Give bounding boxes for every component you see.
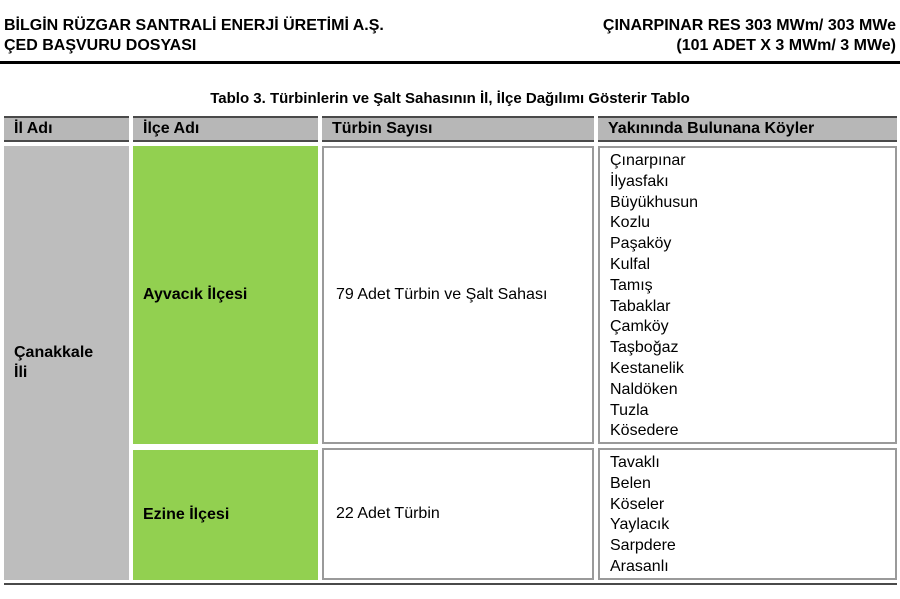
list-item: Köseler (610, 495, 665, 513)
document-type: ÇED BAŞVURU DOSYASI (4, 37, 197, 54)
list-item: Çamköy (610, 318, 669, 336)
list-item: Tabaklar (610, 297, 671, 315)
company-name: BİLGİN RÜZGAR SANTRALİ ENERJİ ÜRETİMİ A.Ş. (4, 17, 384, 34)
company-block (4, 16, 384, 56)
list-item: İlyasfakı (610, 172, 669, 190)
list-item: Taşboğaz (610, 339, 679, 357)
list-item: Yaylacık (610, 516, 670, 534)
ilce-cell-ezine: Ezine İlçesi (133, 450, 318, 580)
list-item: Kösedere (610, 422, 679, 440)
koyler-cell-ayvacik (598, 146, 897, 444)
list-item: Tuzla (610, 401, 649, 419)
project-capacity: (101 ADET X 3 MWm/ 3 MWe) (676, 37, 896, 54)
il-suffix: İli (14, 364, 28, 381)
project-block (603, 16, 896, 56)
list-item: Büyükhusun (610, 193, 699, 211)
ilce-cell-ayvacik: Ayvacık İlçesi (133, 146, 318, 444)
list-item: Belen (610, 474, 651, 492)
table-bottom-rule (4, 583, 897, 585)
list-item: Kozlu (610, 214, 651, 232)
column-header-il: İl Adı (4, 116, 129, 142)
list-item: Sarpdere (610, 537, 676, 555)
il-name: Çanakkale (14, 344, 94, 361)
column-header-ilce: İlçe Adı (133, 116, 318, 142)
header-rule (0, 61, 900, 64)
list-item: Kulfal (610, 255, 651, 273)
list-item: Naldöken (610, 380, 678, 398)
list-item: Arasanlı (610, 557, 669, 575)
turbin-cell-ayvacik: 79 Adet Türbin ve Şalt Sahası (322, 146, 594, 444)
turbin-cell-ezine: 22 Adet Türbin (322, 448, 594, 580)
column-header-turbin: Türbin Sayısı (322, 116, 594, 142)
document-header (0, 0, 900, 66)
column-header-koyler: Yakınında Bulunana Köyler (598, 116, 897, 142)
list-item: Tavaklı (610, 454, 660, 471)
table-caption: Tablo 3. Türbinlerin ve Şalt Sahasının İl, İlçe Dağılımı Gösterir Tablo (210, 90, 690, 107)
list-item: Tamış (610, 276, 653, 294)
list-item: Paşaköy (610, 235, 672, 253)
koyler-cell-ezine (598, 448, 897, 580)
list-item: Kestanelik (610, 359, 684, 377)
list-item: Çınarpınar (610, 152, 686, 169)
il-cell (4, 146, 129, 580)
project-name: ÇINARPINAR RES 303 MWm/ 303 MWe (602, 17, 896, 34)
